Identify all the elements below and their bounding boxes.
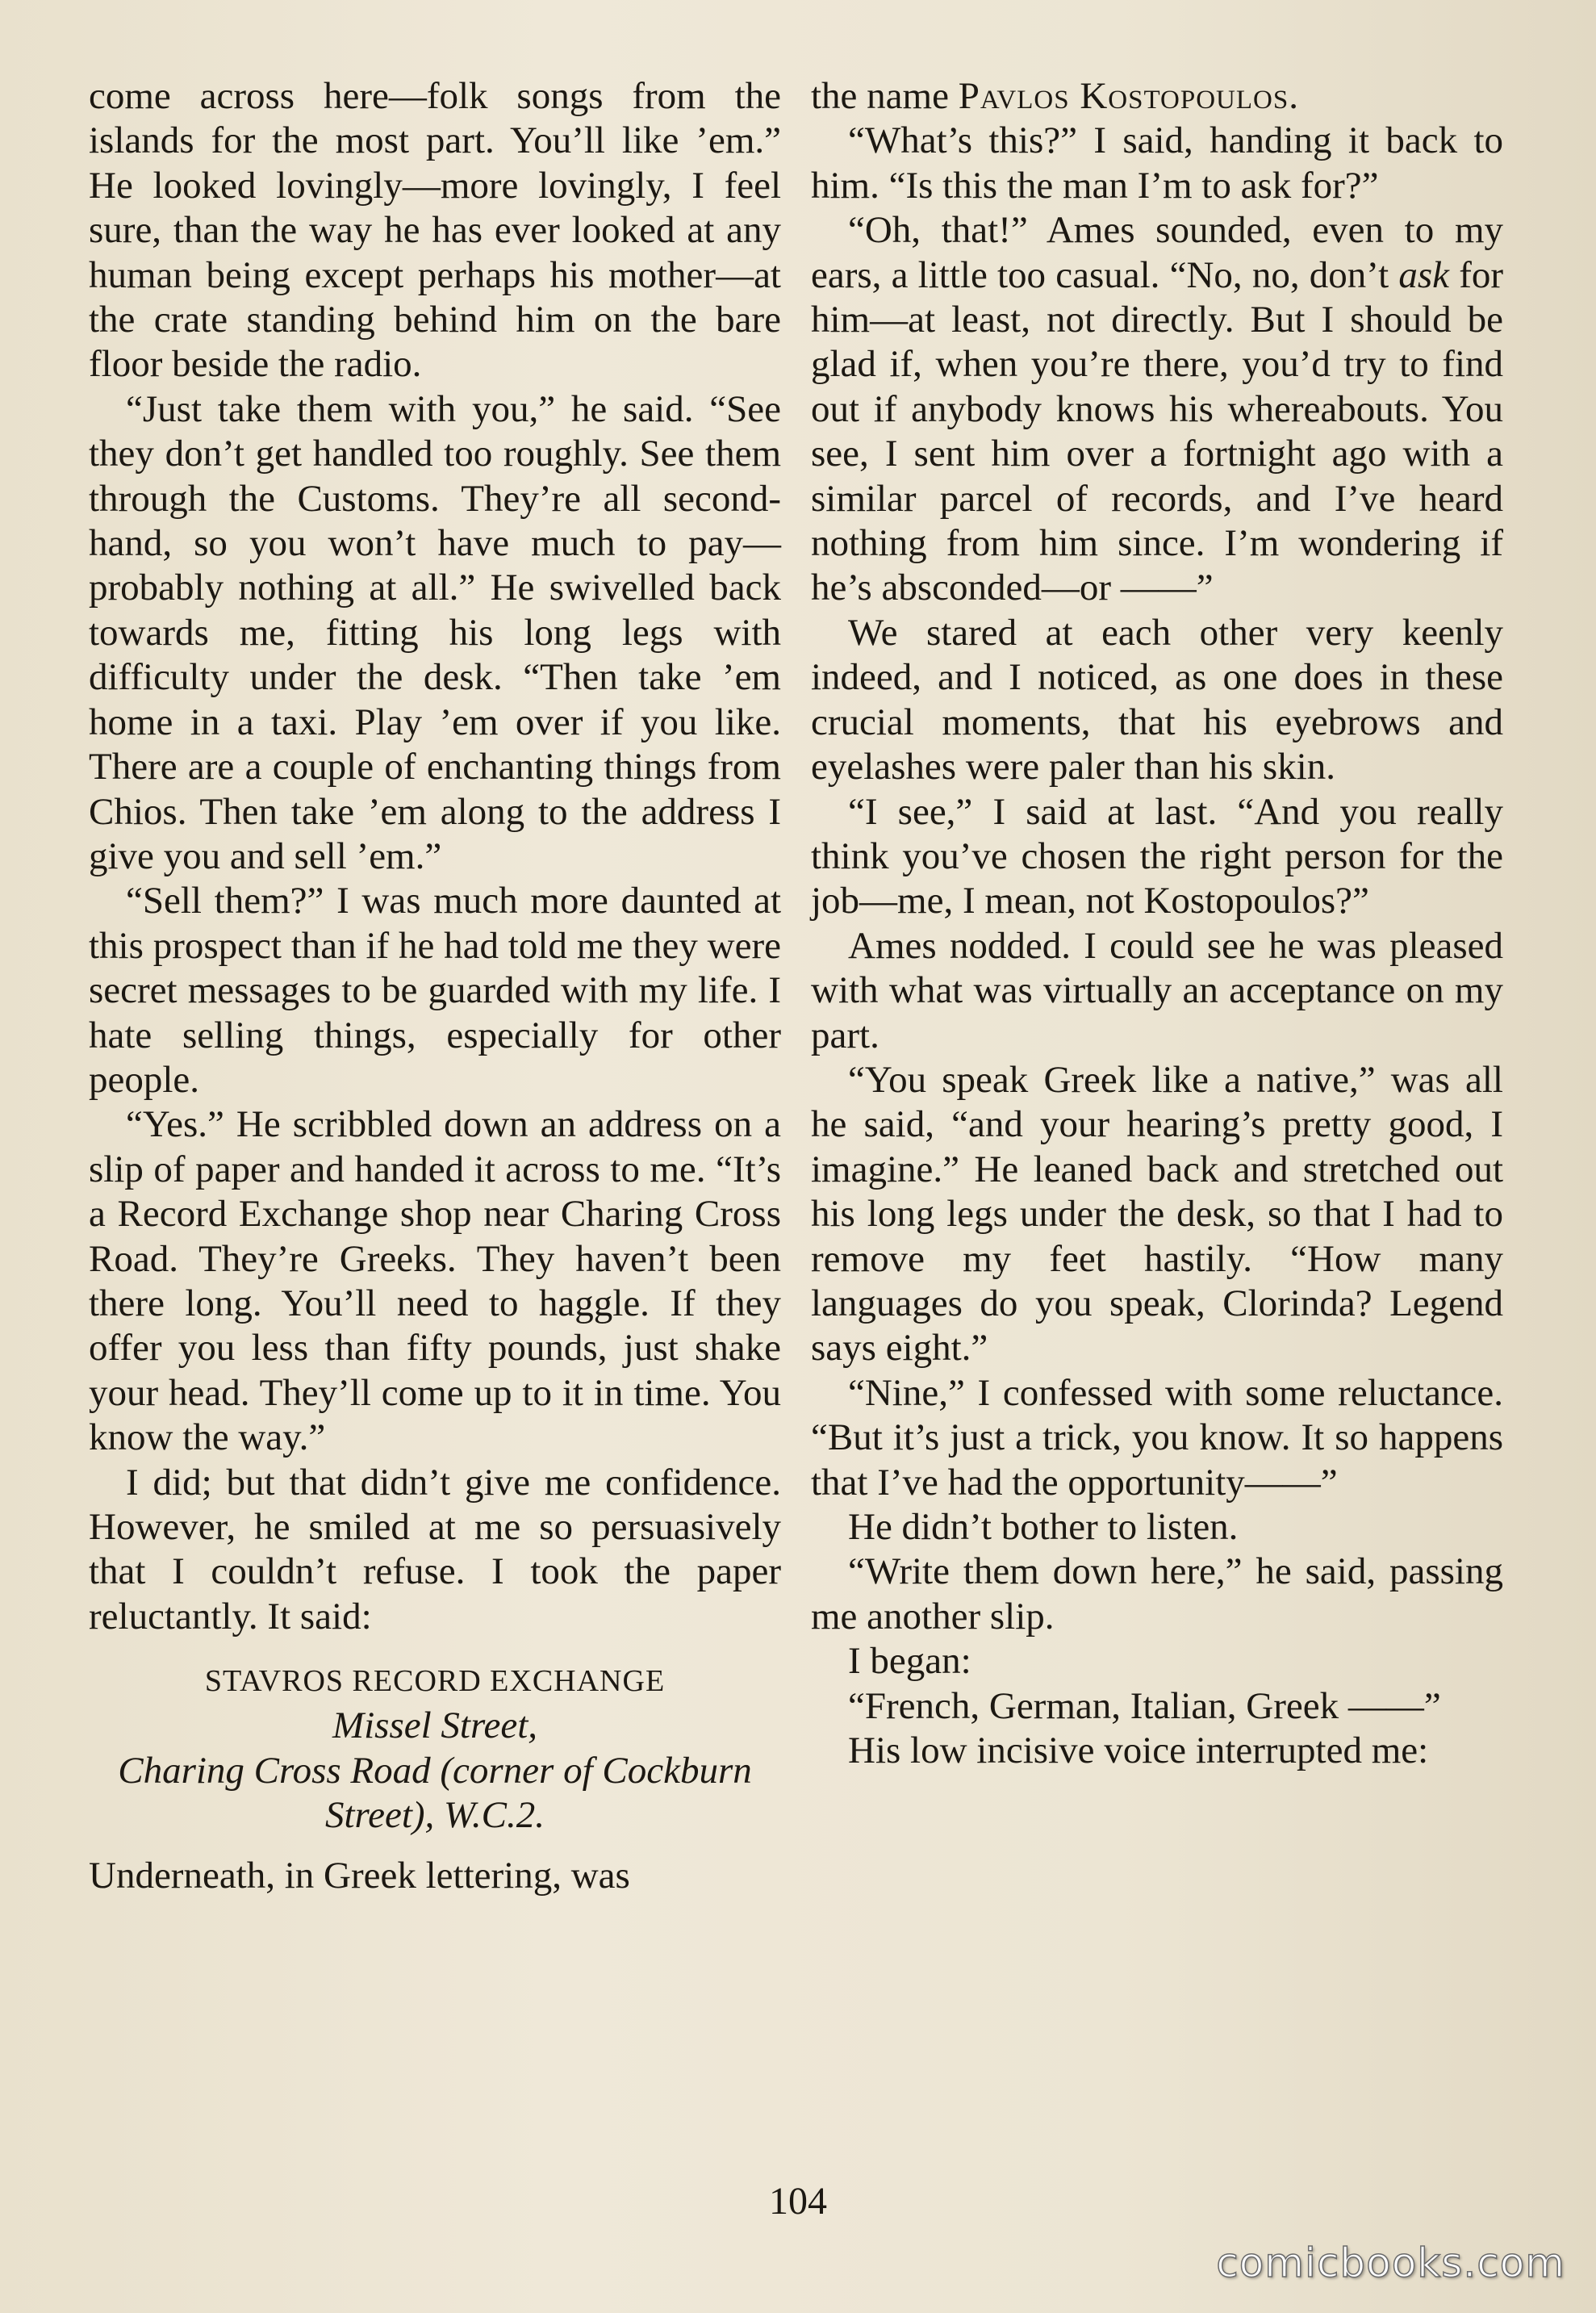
paragraph [811, 74, 1503, 119]
emphasis: ask [1398, 253, 1449, 296]
text-run: the name [811, 75, 959, 117]
paragraph [811, 208, 1503, 611]
paragraph: I did; but that didn’t give me confidence. However, he smiled at me so persuasively that I couldn’t refuse. I took the paper reluctantly. It said: [89, 1461, 781, 1638]
paragraph: We stared at each other very keenly indeed, and I noticed, as one does in these crucial moments, that his eyebrows and eyelashes were paler than his skin. [811, 611, 1503, 788]
paragraph: “Nine,” I confessed with some reluctance. “But it’s just a trick, you know. It so happens that I’ve had the opportunity——” [811, 1371, 1503, 1504]
address-street: Missel Street, [332, 1704, 538, 1747]
paragraph: come across here—folk songs from the islands for the most part. You’ll like ’em.” He looked lovingly—more lovingly, I feel sure, than the way he has ever looked at any human being except perhaps his mother—at the crate standing behind him on the bare floor beside the radio. [89, 75, 781, 386]
paragraph: “What’s this?” I said, handing it back to him. “Is this the man I’m to ask for?” [811, 119, 1503, 207]
right-column [811, 74, 1503, 1773]
paragraph: “Sell them?” I was much more daunted at this prospect than if he had told me they were secret messages to be guarded with my life. I hate selling things, especially for other people. [89, 880, 781, 1101]
paragraph: “Yes.” He scribbled down an address on a slip of paper and handed it across to me. “It’s a Record Exchange shop near Charing Cross Road. They’re Greeks. They haven’t been there long. You’ll need to haggle. If they offer you less than fifty pounds, just shake your head. They’ll come up to it in time. You know the way.” [89, 1103, 781, 1459]
page-number: 104 [769, 2180, 827, 2223]
paragraph: Ames nodded. I could see he was pleased with what was virtually an acceptance on my part. [811, 924, 1503, 1056]
text-run: “Oh, that!” Ames sounded, even to my ears, a little too casual. “No, no, don’t [811, 209, 1503, 296]
greek-name: Pavlos Kostopoulos. [958, 75, 1299, 117]
watermark: comicbooks.com [1216, 2240, 1565, 2286]
paragraph: “Write them down here,” he said, passing me another slip. [811, 1550, 1503, 1638]
paragraph: I began: [848, 1640, 971, 1683]
paragraph: “French, German, Italian, Greek ——” [848, 1684, 1441, 1727]
left-column [89, 74, 781, 1899]
address-shop-name: STAVROS RECORD EXCHANGE [204, 1664, 666, 1699]
paragraph: Underneath, in Greek lettering, was [89, 1855, 630, 1897]
text-run: for him—at least, not directly. But I should be glad if, when you’re there, you’d try to find out if anybody knows his whereabouts. You see, I sent him over a fortnight ago with a similar parcel of records, and I’ve heard nothing from him since. I’m wondering if he’s absconded—or ——” [811, 253, 1503, 609]
address-block [89, 1658, 781, 1838]
paragraph: “Just take them with you,” he said. “See they don’t get handled too roughly. See them through the Customs. They’re all second-hand, so you won’t have much to pay—probably nothing at all.” He swivelled back towards me, fitting his long legs with difficulty under the desk. “Then take ’em home in a taxi. Play ’em over if you like. There are a couple of enchanting things from Chios. Then take ’em along to the address I give you and sell ’em.” [89, 387, 781, 877]
paragraph: “I see,” I said at last. “And you really think you’ve chosen the right person for the job—me, I mean, not Kostopoulos?” [811, 790, 1503, 922]
paragraph: His low incisive voice interrupted me: [848, 1730, 1429, 1772]
address-locality: Charing Cross Road (corner of Cockburn Street), W.C.2. [118, 1749, 752, 1837]
paragraph: He didn’t bother to listen. [848, 1506, 1239, 1548]
paragraph: “You speak Greek like a native,” was all he said, “and your hearing’s pretty good, I imagine.” He leaned back and stretched out his long legs under the desk, so that I had to remove my feet hastily. “How many languages do you speak, Clorinda? Legend says eight.” [811, 1058, 1503, 1370]
